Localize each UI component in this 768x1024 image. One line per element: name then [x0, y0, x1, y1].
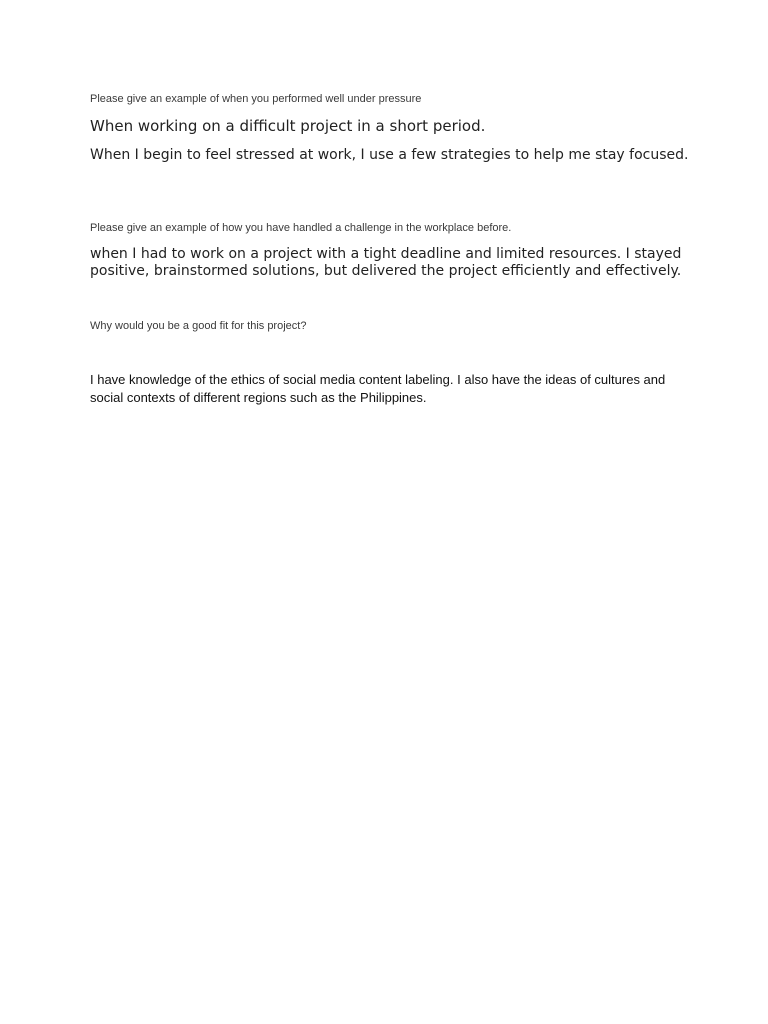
question-label: Why would you be a good fit for this project? [90, 320, 307, 332]
answer-text: When I begin to feel stressed at work, I use a few strategies to help me stay focused. [90, 147, 689, 163]
question-label: Please give an example of how you have handled a challenge in the workplace before. [90, 222, 512, 234]
answer-text: I have knowledge of the ethics of social media content labeling. I also have the ideas of cultures and social contexts of different regions such as the Philippines. [90, 372, 666, 405]
answer-text: when I had to work on a project with a tight deadline and limited resources. I stayed positive, brainstormed solutions, but delivered the project efficiently and effectively. [90, 246, 682, 279]
answer-text: When working on a difficult project in a short period. [90, 117, 486, 135]
question-label: Please give an example of when you performed well under pressure [90, 93, 422, 105]
